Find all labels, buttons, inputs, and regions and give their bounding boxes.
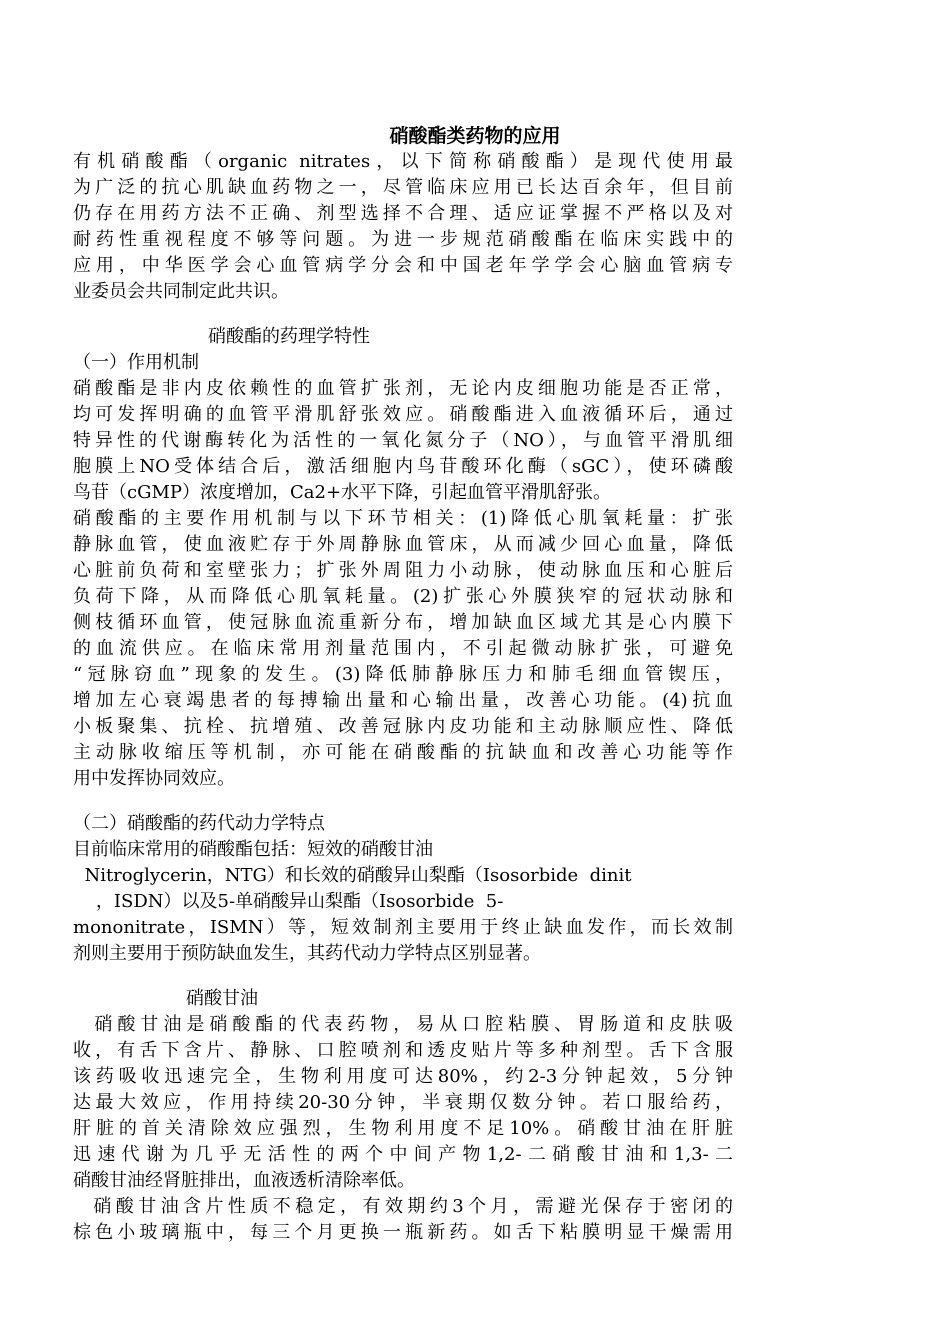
- paragraph-line: 收，有舌下含片、静脉、口腔喷剂和透皮贴片等多种剂型。舌下含服: [73, 1040, 733, 1061]
- section-heading: 硝酸酯的药理学特性: [208, 326, 370, 347]
- paragraph-line: mononitrate，ISMN）等，短效制剂主要用于终止缺血发作，而长效制: [73, 917, 733, 938]
- paragraph-line: 胞膜上NO受体结合后，激活细胞内鸟苷酸环化酶（sGC），使环磷酸: [73, 456, 733, 477]
- paragraph-line: 硝酸甘油含片性质不稳定，有效期约3个月，需避光保存于密闭的: [73, 1196, 733, 1217]
- paragraph-line: 肝脏的首关清除效应强烈，生物利用度不足10%。硝酸甘油在肝脏: [73, 1118, 733, 1139]
- paragraph-line: 增加左心衰竭患者的每搏输出量和心输出量，改善心功能。(4)抗血: [73, 690, 733, 711]
- intro-line: 有机硝酸酯（organic nitrates，以下简称硝酸酯）是现代使用最: [73, 151, 733, 172]
- paragraph-line: 用中发挥协同效应。: [73, 768, 235, 789]
- paragraph-line: 该药吸收迅速完全，生物利用度可达80%，约2-3分钟起效，5分钟: [73, 1066, 733, 1087]
- paragraph-line: “冠脉窃血”现象的发生。(3)降低肺静脉压力和肺毛细血管锲压，: [73, 664, 733, 685]
- paragraph-line: 的血流供应。在临床常用剂量范围内，不引起微动脉扩张，可避免: [73, 638, 733, 659]
- paragraph-line: 侧枝循环血管，使冠脉血流重新分布，增加缺血区域尤其是心内膜下: [73, 612, 733, 633]
- paragraph-line: 鸟苷（cGMP）浓度增加，Ca2+水平下降，引起血管平滑肌舒张。: [73, 482, 612, 503]
- paragraph-line: 达最大效应，作用持续20-30分钟，半衰期仅数分钟。若口服给药，: [73, 1092, 733, 1113]
- paragraph-line: 负荷下降，从而降低心肌氧耗量。(2)扩张心外膜狭窄的冠状动脉和: [73, 586, 733, 607]
- paragraph-line: 硝酸甘油经肾脏排出，血液透析清除率低。: [73, 1170, 415, 1191]
- paragraph-line: 小板聚集、抗栓、抗增殖、改善冠脉内皮功能和主动脉顺应性、降低: [73, 716, 733, 737]
- intro-line: 业委员会共同制定此共识。: [73, 281, 289, 302]
- intro-line: 仍存在用药方法不正确、剂型选择不合理、适应证掌握不严格以及对: [73, 203, 733, 224]
- intro-line: 耐药性重视程度不够等问题。为进一步规范硝酸酯在临床实践中的: [73, 229, 733, 250]
- paragraph-line: 硝酸酯是非内皮依赖性的血管扩张剂，无论内皮细胞功能是否正常，: [73, 378, 733, 399]
- paragraph-line: 硝酸甘油是硝酸酯的代表药物，易从口腔粘膜、胃肠道和皮肤吸: [73, 1014, 733, 1035]
- paragraph-line: ，ISDN）以及5-单硝酸异山梨酯（Isosorbide 5-: [73, 891, 504, 912]
- section-heading: 硝酸甘油: [186, 988, 258, 1009]
- paragraph-line: 均可发挥明确的血管平滑肌舒张效应。硝酸酯进入血液循环后，通过: [73, 404, 733, 425]
- paragraph-line: 静脉血管，使血液贮存于外周静脉血管床，从而减少回心血量，降低: [73, 534, 733, 555]
- paragraph-line: 硝酸酯的主要作用机制与以下环节相关：(1)降低心肌氧耗量：扩张: [73, 508, 733, 529]
- paragraph-line: 心脏前负荷和室壁张力；扩张外周阻力小动脉，使动脉血压和心脏后: [73, 560, 733, 581]
- paragraph-line: 剂则主要用于预防缺血发生，其药代动力学特点区别显著。: [73, 943, 541, 964]
- subsection-heading: （一）作用机制: [73, 352, 199, 373]
- paragraph-line: 棕色小玻璃瓶中，每三个月更换一瓶新药。如舌下粘膜明显干燥需用: [73, 1222, 733, 1243]
- paragraph-line: 目前临床常用的硝酸酯包括：短效的硝酸甘油: [73, 839, 433, 860]
- subsection-heading: （二）硝酸酯的药代动力学特点: [73, 813, 325, 834]
- intro-line: 应用，中华医学会心血管病学分会和中国老年学学会心脑血管病专: [73, 255, 733, 276]
- intro-line: 为广泛的抗心肌缺血药物之一，尽管临床应用已长达百余年，但目前: [73, 177, 733, 198]
- document-title: 硝酸酯类药物的应用: [389, 125, 561, 147]
- paragraph-line: Nitroglycerin，NTG）和长效的硝酸异山梨酯（Isosorbide dinit: [73, 865, 632, 886]
- paragraph-line: 迅速代谢为几乎无活性的两个中间产物1,2-二硝酸甘油和1,3-二: [73, 1144, 733, 1165]
- paragraph-line: 主动脉收缩压等机制，亦可能在硝酸酯的抗缺血和改善心功能等作: [73, 742, 733, 763]
- paragraph-line: 特异性的代谢酶转化为活性的一氧化氮分子（NO），与血管平滑肌细: [73, 430, 733, 451]
